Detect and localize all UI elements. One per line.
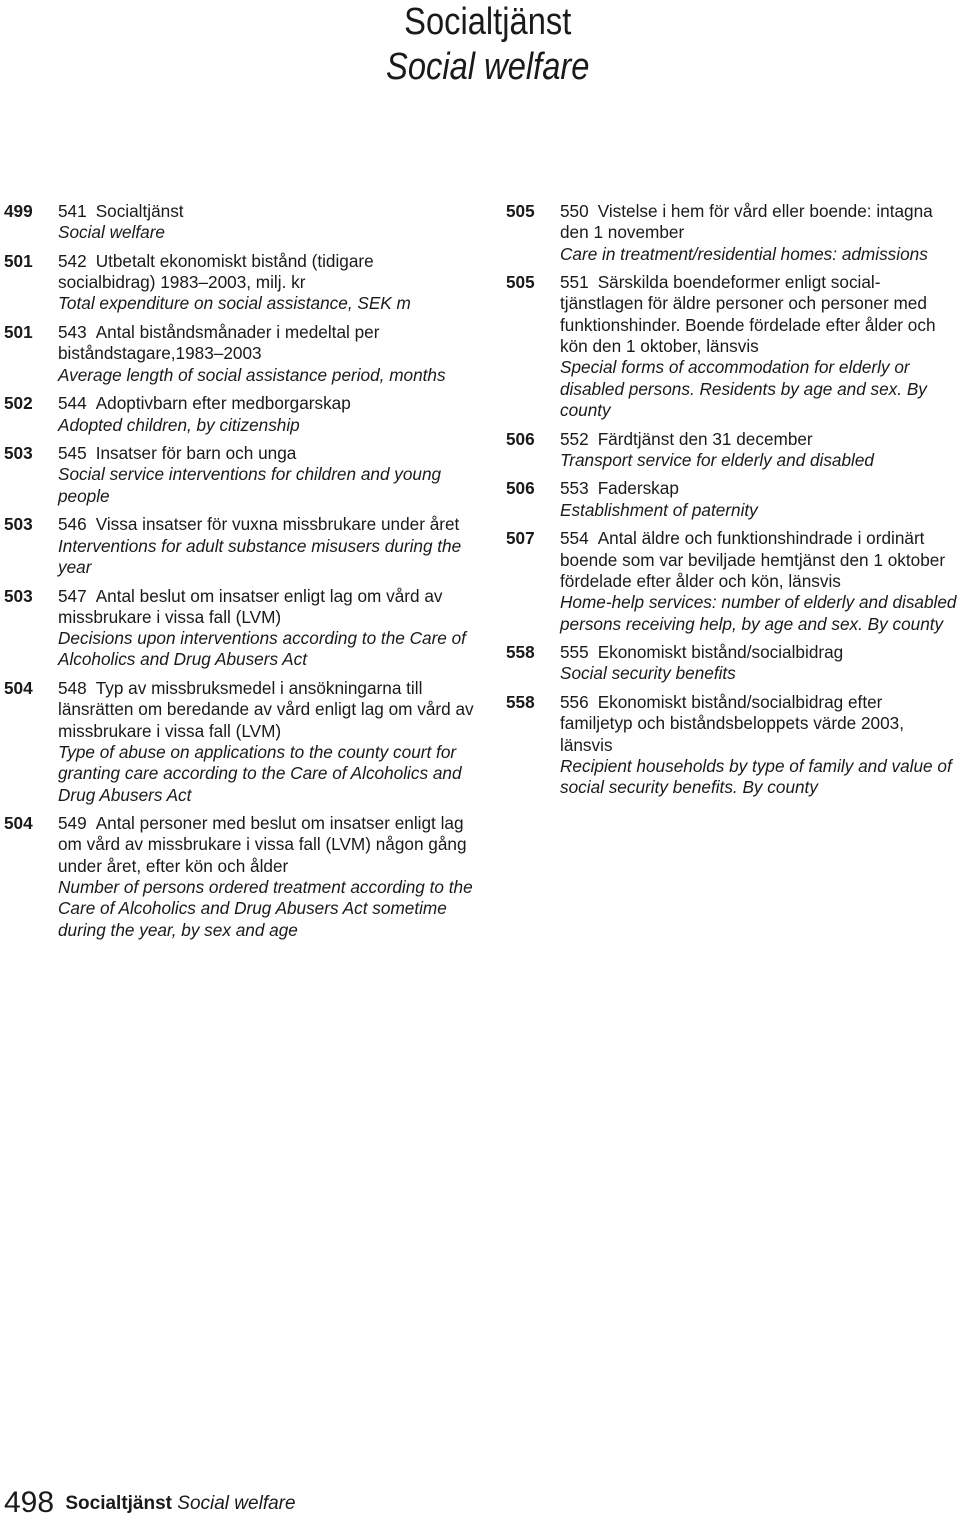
page-title-english: Social welfare [386,46,590,88]
toc-title-swedish [58,813,474,877]
toc-entry[interactable] [4,393,474,436]
toc-entry-body [58,201,474,244]
toc-entry[interactable] [4,813,474,941]
table-title-swedish-text: Faderskap [597,478,679,499]
toc-page-number: 506 [506,478,535,499]
toc-entry-body [560,272,958,421]
toc-page-number: 501 [4,250,33,271]
toc-title-english: Type of abuse on applications to the county court for granting care according to the Care of Alcoholics and Drug Abusers Act [58,741,462,805]
table-number: 555 [560,642,589,663]
toc-title-english: Special forms of accommodation for elderly or disabled persons. Residents by age and sex. By county [560,357,927,420]
toc-entry-body [58,443,474,507]
toc-title-english: Establishment of paternity [560,499,758,520]
table-number: 547 [58,585,87,606]
table-title-swedish-text: Ekonomiskt bistånd/socialbidrag efter familjetyp och biståndsbeloppets värde 2003, länsvis [560,692,904,755]
toc-entry-body [58,678,474,806]
table-title-swedish-text: Vissa insatser för vuxna missbrukare under året [95,514,460,535]
toc-entry[interactable] [4,514,474,578]
footer-title-english: Social welfare [177,1493,296,1514]
table-number: 556 [560,692,589,713]
table-title-swedish-text: Antal biståndsmånader i medeltal per biståndstagare,1983–2003 [58,322,380,364]
toc-entry[interactable] [506,429,958,472]
table-title-swedish-text: Utbetalt ekonomiskt bistånd (tidigare socialbidrag) 1983–2003, milj. kr [58,250,374,293]
page-title-swedish: Socialtjänst [404,1,572,43]
toc-entry[interactable] [506,201,958,265]
toc-entry[interactable] [4,443,474,507]
toc-title-swedish [560,201,958,244]
table-number: 543 [58,322,87,343]
table-number: 549 [58,813,87,834]
toc-title-english: Interventions for adult substance misusers during the year [58,535,462,577]
toc-entry[interactable] [4,586,474,671]
toc-page-number: 503 [4,514,33,535]
toc-title-swedish [560,429,958,450]
table-title-swedish-text: Adoptivbarn efter medborgarskap [95,393,351,414]
toc-entry[interactable] [4,201,474,244]
toc-page-number: 503 [4,585,33,606]
table-title-swedish-text: Antal äldre och funktionshindrade i ordinärt boende som var beviljade hemtjänst den 1 oktober fördelade efter ålder och kön, länsvis [560,528,946,591]
toc-title-swedish [560,528,958,592]
toc-title-swedish [58,322,474,365]
toc-title-swedish [58,678,474,742]
toc-page-number: 505 [506,201,535,221]
page-header [0,0,960,90]
toc-title-swedish [58,514,474,535]
table-title-swedish-text: Vistelse i hem för vård eller boende: intagna den 1 november [560,201,933,243]
table-title-swedish-text: Antal beslut om insatser enligt lag om vård av missbrukare i vissa fall (LVM) [58,585,443,627]
toc-title-english: Care in treatment/residential homes: admissions [560,243,928,264]
toc-title-swedish [58,251,474,294]
toc-title-english: Total expenditure on social assistance, SEK m [58,293,411,314]
toc-entry-body [58,586,474,671]
toc-entry-body [560,692,958,798]
toc-entry[interactable] [4,322,474,386]
table-number: 548 [58,678,87,699]
toc-page-number: 502 [4,393,33,414]
toc-page-number: 503 [4,443,33,464]
toc-title-english: Social service interventions for children and young people [58,464,442,506]
toc-page-number: 504 [4,678,33,699]
toc-title-english: Decisions upon interventions according to the Care of Alcoholics and Drug Abusers Act [58,628,466,670]
toc-page-number: 501 [4,322,33,343]
table-number: 544 [58,393,87,414]
toc-entry-body [560,429,958,472]
toc-entry-body [58,813,474,941]
toc-title-swedish [58,393,474,414]
toc-title-swedish [560,692,958,756]
toc-title-english: Adopted children, by citizenship [58,414,300,435]
table-number: 541 [58,201,87,221]
toc-left-column [4,201,474,948]
toc-title-english: Home-help services: number of elderly and disabled persons receiving help, by age and sex. By county [560,592,957,634]
toc-title-english: Recipient households by type of family and value of social security benefits. By county [560,755,952,798]
toc-title-swedish [58,443,474,464]
toc-entry-body [58,322,474,386]
table-title-swedish-text: Färdtjänst den 31 december [597,428,813,449]
toc-entry-body [560,528,958,634]
toc-entry-body [58,251,474,315]
toc-title-english: Number of persons ordered treatment according to the Care of Alcoholics and Drug Abusers Act sometime during the year, by sex and age [58,876,473,940]
table-title-swedish-text: Antal personer med beslut om insatser enligt lag om vård av missbrukare i vissa fall (LVM) någon gång under året, efter kön och ålder [58,813,467,876]
toc-entry[interactable] [506,478,958,521]
toc-entry-body [560,201,958,265]
table-title-swedish-text: Socialtjänst [95,201,184,221]
toc-entry[interactable] [506,692,958,798]
toc-title-swedish [560,272,958,357]
toc-page-number: 558 [506,642,535,663]
toc-entry[interactable] [4,678,474,806]
table-number: 551 [560,272,589,293]
toc-right-column [506,201,958,806]
table-number: 542 [58,250,87,271]
toc-entry-body [58,393,474,436]
footer-title-swedish: Socialtjänst [65,1493,172,1514]
toc-page-number: 558 [506,692,535,713]
toc-title-swedish [58,586,474,629]
toc-page-number: 506 [506,428,535,449]
toc-entry[interactable] [4,251,474,315]
toc-page-number: 505 [506,272,535,293]
toc-title-english: Social welfare [58,222,165,243]
table-title-swedish-text: Insatser för barn och unga [95,443,297,464]
page-footer [4,1488,296,1519]
toc-title-swedish [560,642,958,663]
table-number: 553 [560,478,589,499]
table-title-swedish-text: Typ av missbruksmedel i ansökningarna till länsrätten om beredande av vård enligt lag om vård av missbrukare i vissa fall (LVM) [58,678,474,741]
table-number: 554 [560,528,589,549]
toc-title-swedish [58,201,474,222]
table-number: 546 [58,514,87,535]
toc-page-number: 507 [506,528,535,549]
toc-title-english: Social security benefits [560,663,736,684]
toc-entry-body [560,642,958,685]
table-title-swedish-text: Ekonomiskt bistånd/socialbidrag [597,642,844,663]
toc-title-english: Transport service for elderly and disabled [560,449,874,470]
table-title-swedish-text: Särskilda boendeformer enligt social-tjänstlagen för äldre personer och personer med funktionshinder. Boende fördelade efter ålder och kön den 1 oktober, länsvis [560,272,936,357]
toc-entry[interactable] [506,528,958,634]
footer-page-number: 498 [4,1486,55,1519]
table-number: 552 [560,428,589,449]
toc-title-english: Average length of social assistance period, months [58,364,446,385]
toc-title-swedish [560,478,958,499]
table-number: 545 [58,443,87,464]
toc-entry-body [58,514,474,578]
toc-page-number: 504 [4,813,33,834]
toc-entry[interactable] [506,272,958,421]
toc-entry[interactable] [506,642,958,685]
toc-page-number: 499 [4,201,33,221]
table-number: 550 [560,201,589,221]
toc-entry-body [560,478,958,521]
